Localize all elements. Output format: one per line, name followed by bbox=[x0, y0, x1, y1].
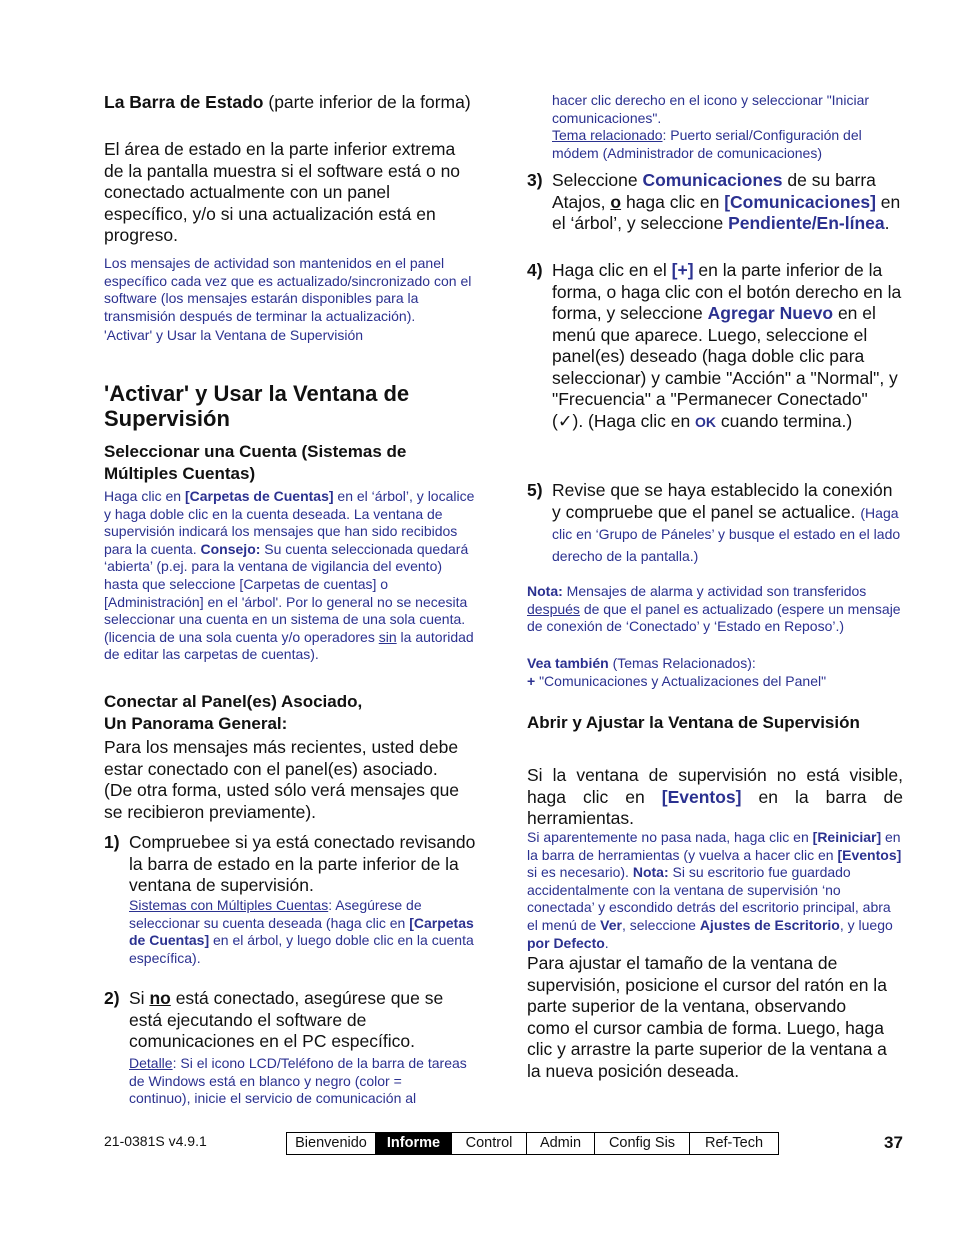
step-4: 4) Haga clic en el [+] en la parte inferior de la forma, o haga clic con el botón derecho en la forma, y seleccione Agregar Nuevo en el menú que aparece. Luego, seleccione el panel(es) deseado (haga doble clic para seleccionar) y cambie "Acción" a "Normal", y "Frecuencia" a "Permanecer Conectado" (✓). (Haga clic en OK cuando termina.) bbox=[527, 260, 903, 433]
nav-tab-informe[interactable]: Informe bbox=[376, 1133, 452, 1154]
nav-tab-ref-tech[interactable]: Ref-Tech bbox=[704, 1135, 764, 1151]
nav-tab-bienvenido[interactable]: Bienvenido bbox=[287, 1133, 376, 1154]
nav-tab-control[interactable]: Control bbox=[452, 1133, 527, 1154]
status-bar-note: Los mensajes de actividad son mantenidos en el panel específico cada vez que es actualizado/sincronizado con el software (los mensajes estarán disponibles para la transmisión después de terminar la actualización). bbox=[104, 255, 472, 324]
see-also-link[interactable]: + "Comunicaciones y Actualizaciones del Panel" bbox=[527, 672, 827, 689]
status-bar-heading: La Barra de Estado (parte inferior de la forma) bbox=[104, 92, 471, 112]
status-bar-paragraph: El área de estado en la parte inferior extrema de la pantalla muestra si el software está o no conectado actualmente con un panel específico, y/o si una actualización está en progreso. bbox=[104, 139, 461, 245]
footer-nav bbox=[286, 1132, 779, 1155]
resize-paragraph: Para ajustar el tamaño de la ventana de supervisión, posicione el cursor del ratón en la parte superior de la ventana, observando como el cursor cambia de forma. Luego, haga clic y arrastre la parte superior de la ventana a la nueva posición deseada. bbox=[527, 953, 887, 1081]
main-heading: 'Activar' y Usar la Ventana de Supervisión bbox=[104, 381, 410, 431]
page-number: 37 bbox=[884, 1133, 903, 1152]
connect-panel-heading: Conectar al Panel(es) Asociado, Un Panorama General: bbox=[104, 692, 363, 733]
select-account-note: Haga clic en [Carpetas de Cuentas] en el ‘árbol’, y localice y haga doble clic en la cuenta deseada. La ventana de supervisión indicará los mensajes que han sido recibidos para la cuenta. Consejo: Su cuenta seleccionada quedará ‘abierta’ (p.ej. para la ventana de vigilancia del evento) hasta que seleccione [Carpetas de cuentas] o [Administración] en el 'árbol'. Por lo general no se necesita seleccionar una cuenta en un sistema de una sola cuenta. (licencia de una sola cuenta y/o operadores sin la autoridad de editar las carpetas de cuentas). bbox=[104, 488, 475, 663]
step-5-text: Revise que se haya establecido la conexión y compruebe que el panel se actualice. (Haga clic en ‘Grupo de Páneles’ y busque el estado en el lado derecho de la pantalla.) bbox=[552, 480, 901, 564]
status-note-link[interactable]: 'Activar' y Usar la Ventana de Supervisión bbox=[104, 327, 364, 343]
nota-note: Nota: Mensajes de alarma y actividad son transferidos después de que el panel es actualizado (espere un mensaje de conexión de ‘Conectado’ y ‘Estado en Reposo’.) bbox=[527, 583, 901, 635]
continued-note: hacer clic derecho en el icono y seleccionar "Iniciar comunicaciones". Tema relacionado: Puerto serial/Configuración del módem (Administrador de comunicaciones) bbox=[552, 92, 870, 161]
step-4-text: Haga clic en el [+] en la parte inferior de la forma, o haga clic con el botón derecho en la forma, y seleccione Agregar Nuevo en el menú que aparece. Luego, seleccione el panel(es) deseado (haga doble clic para seleccionar) y cambie "Acción" a "Normal", y "Frecuencia" a "Permanecer Conectado" (✓). (Haga clic en OK cuando termina.) bbox=[552, 260, 902, 431]
step-3-text: Seleccione Comunicaciones de su barra Atajos, o haga clic en [Comunicaciones] en el ‘árbol’, y seleccione Pendiente/En-línea. bbox=[552, 170, 901, 233]
step-1-text: Compruebee si ya está conectado revisando la barra de estado en la parte inferior de la ventana de supervisión. bbox=[129, 832, 476, 895]
see-also: Vea también (Temas Relacionados): + "Comunicaciones y Actualizaciones del Panel" bbox=[527, 655, 903, 690]
open-adjust-heading: Abrir y Ajustar la Ventana de Supervisión bbox=[527, 713, 860, 732]
step-2: 2) Si no está conectado, asegúrese que se está ejecutando el software de comunicaciones en el PC específico. bbox=[104, 988, 476, 1053]
select-account-heading: Seleccionar una Cuenta (Sistemas de Múltiples Cuentas) bbox=[104, 442, 407, 483]
step-2-text: Si no está conectado, asegúrese que se está ejecutando el software de comunicaciones en el PC específico. bbox=[129, 988, 444, 1051]
open-adjust-note: Si aparentemente no pasa nada, haga clic en [Reiniciar] en la barra de herramientas (y vuelva a hacer clic en [Eventos] si es necesario). Nota: Si su escritorio fue guardado accidentalmente con la ventana de supervisión ‘no conectada’ y escondido detrás del escritorio principal, abra el menú de Ver, seleccione Ajustes de Escritorio, y luego por Defecto. bbox=[527, 829, 902, 951]
document-id: 21-0381S v4.9.1 bbox=[104, 1133, 207, 1149]
step-1: 1) Compruebee si ya está conectado revisando la barra de estado en la parte inferior de la ventana de supervisión. bbox=[104, 832, 476, 895]
open-adjust-paragraph: Si la ventana de supervisión no está visible, haga clic en [Eventos] en la barra de herramientas. bbox=[527, 765, 903, 828]
step-3: 3) Seleccione Comunicaciones de su barra Atajos, o haga clic en [Comunicaciones] en el ‘árbol’, y seleccione Pendiente/En-línea. bbox=[527, 170, 903, 235]
step-2-note: Detalle: Si el icono LCD/Teléfono de la barra de tareas de Windows está en blanco y negro (color = continuo), inicie el servicio de comunicación al bbox=[129, 1055, 467, 1107]
connect-panel-paragraph: Para los mensajes más recientes, usted debe estar conectado con el panel(es) asociado. (De otra forma, usted sólo verá mensajes que se recibieron previamente). bbox=[104, 737, 460, 822]
nav-tab-config-sis[interactable]: Config Sis bbox=[595, 1133, 690, 1154]
step-5: 5) Revise que se haya establecido la conexión y compruebe que el panel se actualice. (Haga clic en ‘Grupo de Páneles’ y busque el estado en el lado derecho de la pantalla.) bbox=[527, 480, 903, 566]
nav-tab-admin[interactable]: Admin bbox=[527, 1133, 595, 1154]
step-1-note: Sistemas con Múltiples Cuentas: Asegúrese de seleccionar su cuenta deseada (haga clic en [Carpetas de Cuentas] en el árbol, y luego doble clic en la cuenta específica). bbox=[129, 897, 474, 966]
